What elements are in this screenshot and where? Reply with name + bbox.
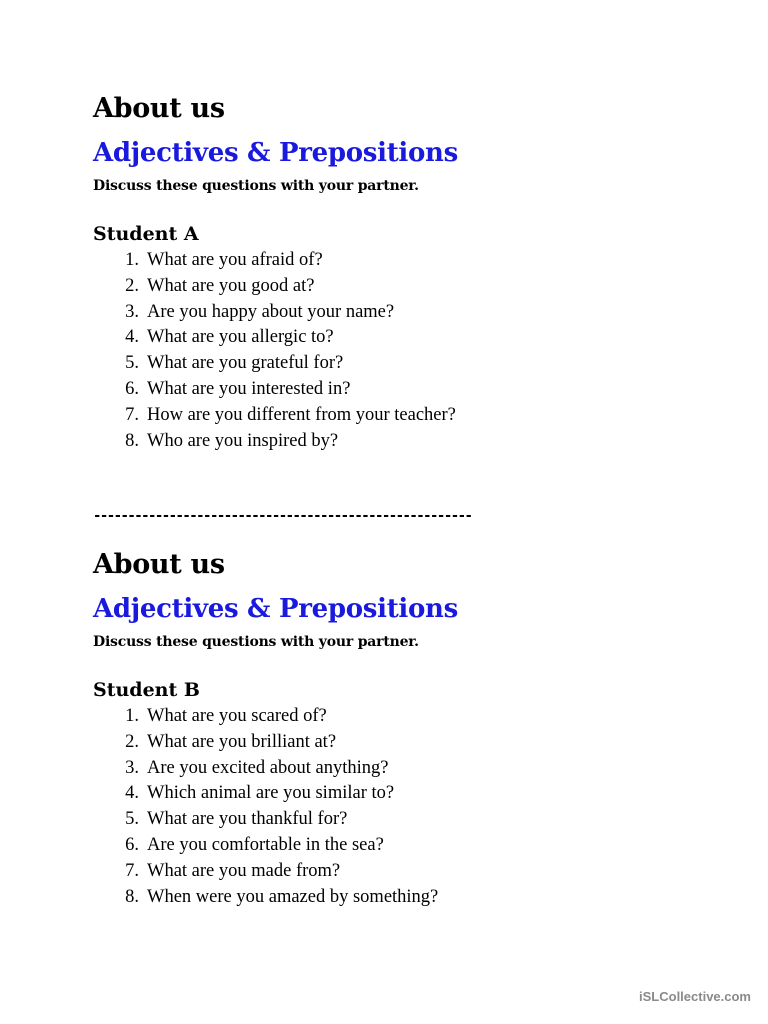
question-text: Which animal are you similar to? — [147, 783, 395, 804]
question-text: What are you good at? — [147, 275, 315, 296]
page-title: About us — [93, 549, 225, 580]
question-text: What are you afraid of? — [147, 250, 323, 270]
question-text: What are you scared of? — [147, 706, 327, 726]
question-number: 3. — [125, 301, 139, 322]
question-number: 8. — [125, 430, 139, 451]
question-number: 1. — [125, 250, 139, 270]
question-text: What are you interested in? — [147, 378, 351, 399]
question-item — [93, 429, 693, 455]
question-text: When were you amazed by something? — [147, 886, 439, 907]
question-item — [93, 807, 693, 833]
question-text: What are you made from? — [147, 860, 341, 881]
question-number: 2. — [125, 275, 139, 296]
question-number: 7. — [125, 860, 139, 881]
question-item — [93, 859, 693, 885]
question-text: Are you happy about your name? — [147, 301, 395, 322]
question-item — [93, 325, 693, 351]
student-heading: Student B — [93, 679, 200, 701]
student-b-section — [93, 546, 693, 910]
question-text: What are you thankful for? — [147, 809, 348, 830]
question-number: 4. — [125, 327, 139, 348]
topic-subtitle: Adjectives & Prepositions — [93, 594, 458, 624]
question-number: 5. — [125, 809, 139, 830]
instruction-text: Discuss these questions with your partner. — [93, 634, 419, 650]
question-item — [93, 300, 693, 326]
question-text: What are you allergic to? — [147, 327, 334, 348]
question-number: 6. — [125, 834, 139, 855]
question-item — [93, 274, 693, 300]
question-item — [93, 756, 693, 782]
student-a-section — [93, 90, 693, 454]
cut-line-divider: ------------------------------------------------------- — [93, 508, 472, 524]
question-number: 3. — [125, 757, 139, 778]
topic-subtitle: Adjectives & Prepositions — [93, 138, 458, 168]
question-text: Are you comfortable in the sea? — [147, 834, 384, 855]
question-item — [93, 730, 693, 756]
question-text: Who are you inspired by? — [147, 430, 339, 451]
instruction-text: Discuss these questions with your partner. — [93, 178, 419, 194]
question-item — [93, 885, 693, 911]
question-text: Are you excited about anything? — [147, 757, 389, 778]
question-item — [93, 833, 693, 859]
student-heading: Student A — [93, 223, 199, 245]
question-number: 6. — [125, 378, 139, 399]
question-number: 4. — [125, 783, 139, 804]
question-item — [93, 351, 693, 377]
question-list — [93, 248, 693, 454]
question-number: 8. — [125, 886, 139, 907]
watermark-text: iSLCollective.com — [639, 989, 751, 1004]
question-number: 7. — [125, 404, 139, 425]
question-number: 2. — [125, 731, 139, 752]
question-text: How are you different from your teacher? — [147, 404, 456, 425]
question-item — [93, 377, 693, 403]
question-text: What are you brilliant at? — [147, 731, 337, 752]
question-list — [93, 704, 693, 910]
question-item — [93, 403, 693, 429]
question-number: 1. — [125, 706, 139, 726]
question-item — [93, 781, 693, 807]
question-number: 5. — [125, 353, 139, 374]
question-item — [93, 704, 693, 730]
question-item — [93, 248, 693, 274]
question-text: What are you grateful for? — [147, 353, 344, 374]
page-title: About us — [93, 93, 225, 124]
